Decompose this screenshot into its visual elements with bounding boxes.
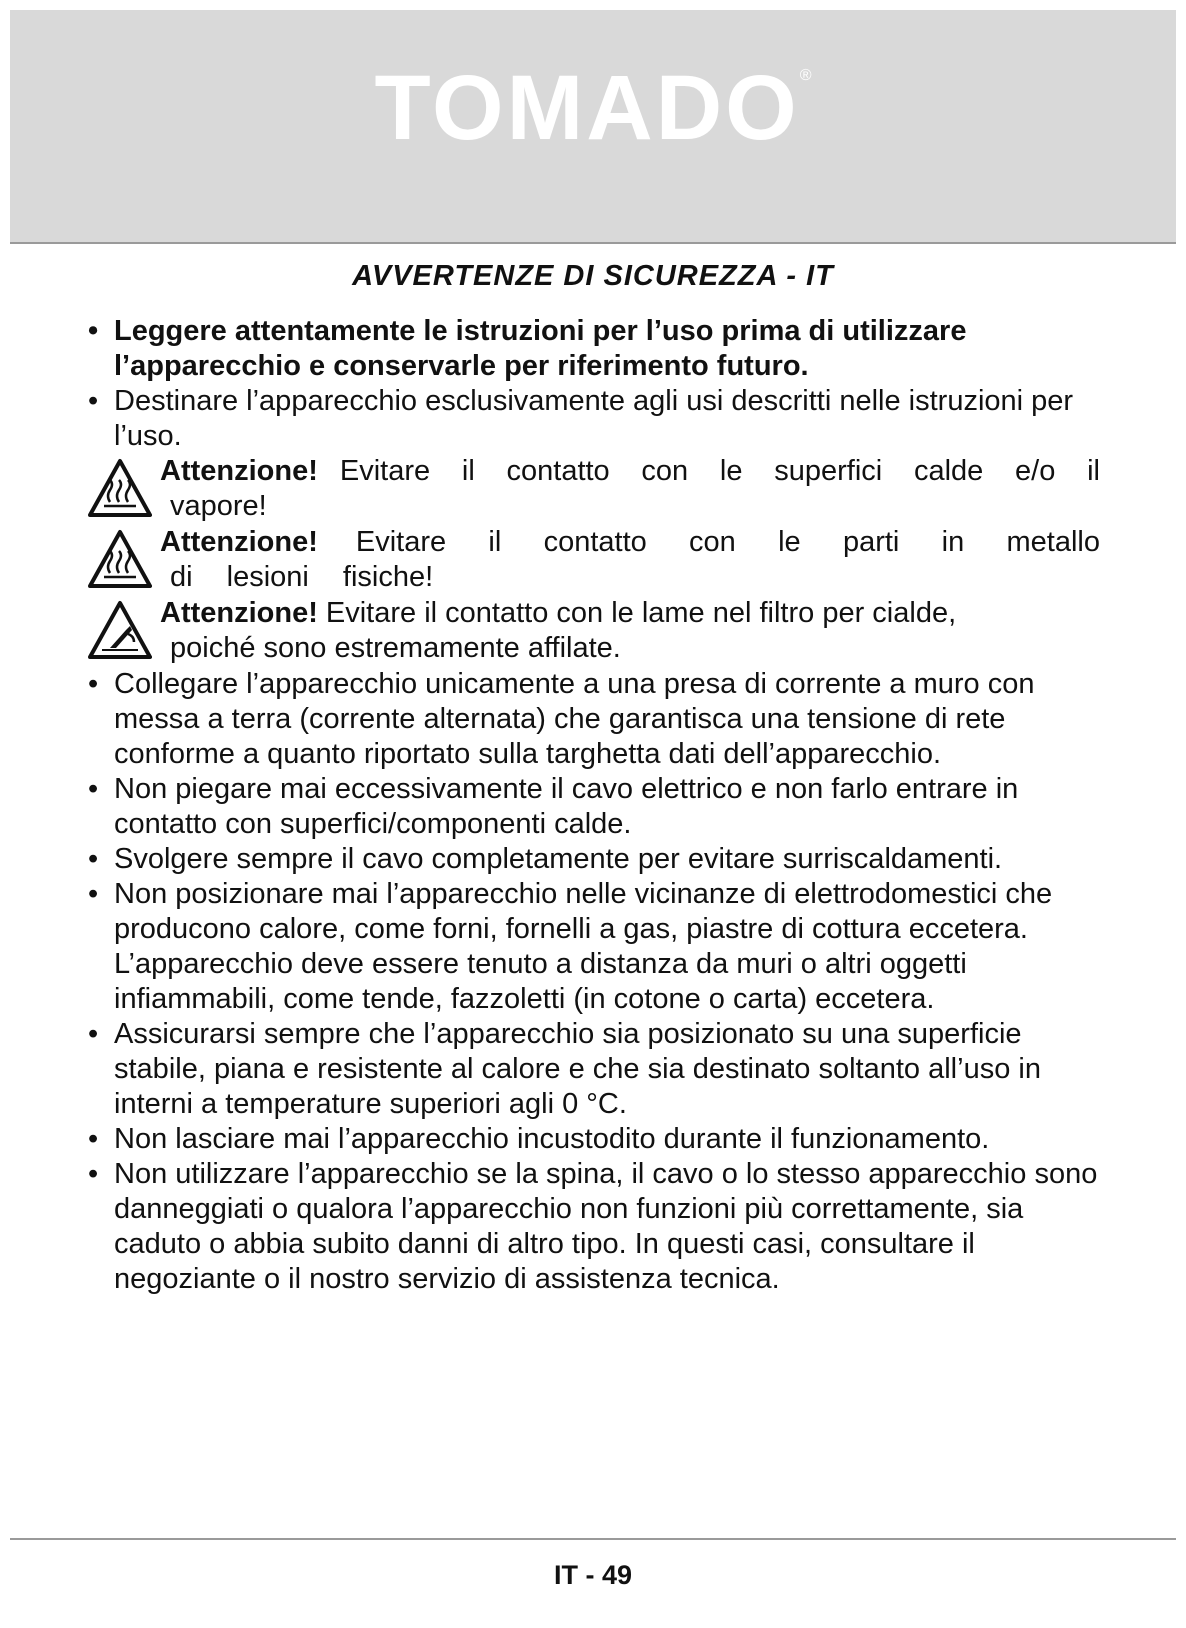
header-divider (10, 242, 1176, 244)
header-banner (10, 10, 1176, 242)
list-item: • Svolgere sempre il cavo completamente per evitare surriscaldamenti. (88, 843, 1003, 875)
hot-surface-icon (88, 529, 152, 589)
sharp-blade-icon (88, 600, 152, 660)
list-item: • Non piegare mai eccessivamente il cavo elettrico e non farlo entrare in contatto con superfici/componenti calde. (88, 773, 1019, 840)
safety-content (88, 314, 1100, 1297)
warning-block: Attenzione! Evitare il contatto con le lame nel filtro per cialde, poiché sono estremamente affilate. (88, 596, 1100, 667)
brand-logo: TOMADO® (374, 57, 812, 159)
section-title: AVVERTENZE DI SICUREZZA - IT (352, 260, 834, 292)
footer-divider (10, 1538, 1176, 1540)
list-item: • Non lasciare mai l’apparecchio incustodito durante il funzionamento. (88, 1123, 990, 1155)
list-item: • Non utilizzare l’apparecchio se la spina, il cavo o lo stesso apparecchio sono danneggiati o qualora l’apparecchio non funzioni più correttamente, sia caduto o abbia subito danni di altro tipo. In questi casi, consultare il negoziante o il nostro servizio di assistenza tecnica. (88, 1158, 1098, 1295)
hot-surface-icon (88, 458, 152, 518)
page-number: IT - 49 (553, 1560, 633, 1590)
list-item: • Assicurarsi sempre che l’apparecchio sia posizionato su una superficie stabile, piana e resistente al calore e che sia destinato soltanto all’uso in interni a temperature superiori agli 0 °C. (88, 1018, 1041, 1120)
warning-block: Attenzione! Evitare il contatto con le superfici calde e/o il vapore! (88, 454, 1100, 525)
list-item: • Non posizionare mai l’apparecchio nelle vicinanze di elettrodomestici che producono calore, come forni, fornelli a gas, piastre di cottura eccetera. L’apparecchio deve essere tenuto a distanza da muri o altri oggetti infiammabili, come tende, fazzoletti (in cotone o carta) eccetera. (88, 878, 1053, 1015)
list-item: • Collegare l’apparecchio unicamente a una presa di corrente a muro con messa a terra (corrente alternata) che garantisca una tensione di rete conforme a quanto riportato sulla targhetta dati dell’apparecchio. (88, 668, 1035, 770)
warning-block: Attenzione! Evitare il contatto con le parti in metallo di lesioni fisiche! (88, 525, 1100, 596)
list-item: • Leggere attentamente le istruzioni per l’uso prima di utilizzare l’apparecchio e conservarle per riferimento futuro. (88, 315, 967, 382)
list-item: • Destinare l’apparecchio esclusivamente agli usi descritti nelle istruzioni per l’uso. (88, 385, 1074, 452)
